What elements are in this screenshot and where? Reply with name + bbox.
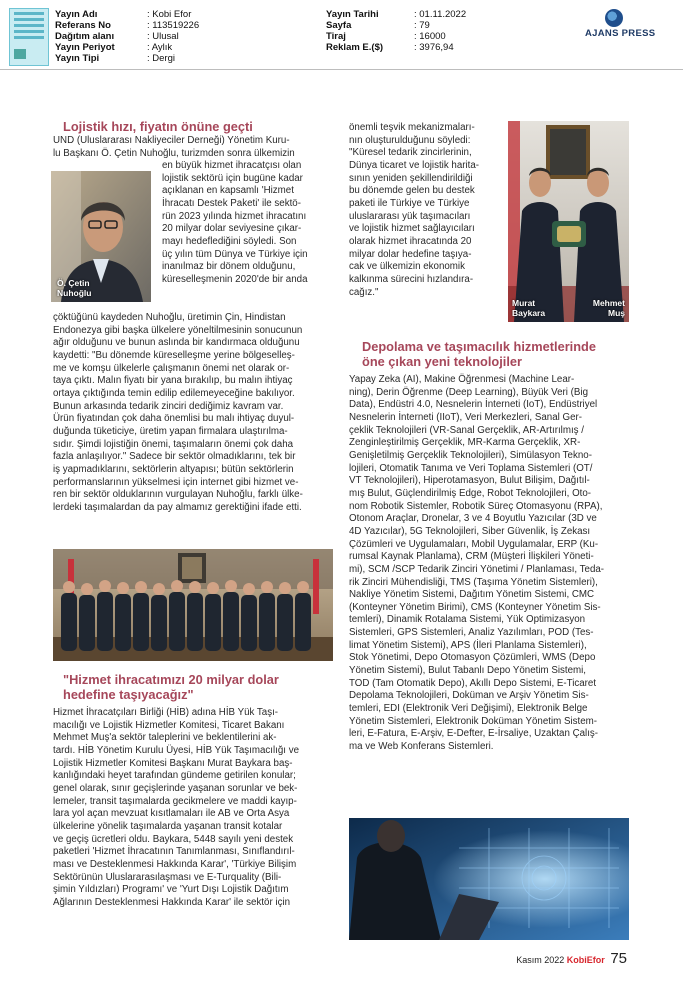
- text-line: leri, E-Fatura, E-Arşiv, E-Defter, E-İrsaliye, Uzaktan Çalış-: [349, 728, 599, 740]
- header-label: Tiraj: [326, 31, 346, 42]
- text-line: me ve komşu ülkelerle çalışmanın önemi net olarak or-: [53, 362, 290, 374]
- text-line: Genişletilmiş Gerçeklik Teknolojileri), Simülasyon Tekno-: [349, 449, 592, 461]
- caption-line: Mehmet: [592, 298, 625, 308]
- text-line: olarak hizmet ihracatında 20: [349, 235, 472, 247]
- text-line: Depolama Teknolojileri, Doküman ve Arşiv Yönetim Sis-: [349, 690, 589, 702]
- text-line: lerdeki taşımalardan da pay almamız gerektiğini ifade etti.: [53, 501, 302, 513]
- article1-body-wrap: [162, 160, 330, 287]
- caption-line: Ö. Çetin: [57, 278, 90, 288]
- header-value: : Ulusal: [147, 31, 179, 42]
- text-line: Dünya ticaret ve lojistik harita-: [349, 159, 480, 171]
- header-value: : 79: [414, 20, 430, 31]
- text-line: VT Teknolojileri), Hiperotamasyon, Bulut Bilişim, Dağıtıl-: [349, 475, 590, 487]
- text-line: Lojistik Hizmetler Komitesi Başkanı Murat Baykara baş-: [53, 757, 293, 769]
- text-line: mi), SCM /SCP Tedarik Zinciri Yönetimi / Planlaması, Teda-: [349, 563, 605, 575]
- text-line: paketi ile Türkiye ve Türkiye: [349, 197, 470, 209]
- text-line: milyar dolar hedefine taşıya-: [349, 248, 472, 260]
- text-line: 4D Yazıcılar), 5G Teknolojileri, Siber Güvenlik, İş Zekası: [349, 525, 591, 537]
- text-line: ortaya çıktığında temin edilip edilemeyeceğine bakılıyor.: [53, 387, 295, 399]
- article2-body: [53, 707, 330, 910]
- header-value: : 3976,94: [414, 42, 454, 53]
- text-line: rumsal Kaynak Planlama), CRM (Müşteri İlişkileri Yöneti-: [349, 551, 594, 563]
- text-line: UND (Uluslararası Nakliyeciler Derneği) Yönetim Kuru-: [53, 135, 290, 146]
- text-line: 20 milyar dolar seviyesine çıkar-: [162, 223, 302, 235]
- text-line: önemli teşvik mekanizmaları-: [349, 122, 475, 133]
- title-line: "Hizmet ihracatımızı 20 milyar dolar: [63, 672, 279, 687]
- text-line: Ürün fiyatından çok daha önemlisi bu malı ihtiyaç duyul-: [53, 413, 295, 425]
- text-line: Yapay Zeka (AI), Makine Öğrenmesi (Machine Lear-: [349, 374, 575, 385]
- text-line: bu dönemde gelen bu destek: [349, 185, 475, 197]
- text-line: Ağlarının Desteklenmesi Hakkında Karar' ile sektör için: [53, 896, 291, 908]
- text-line: cak ve ülkemizin ekonomik: [349, 261, 465, 273]
- header-left-block: [55, 8, 225, 73]
- article3-body: [349, 374, 629, 754]
- text-line: üç yılın tüm Dünya ve Türkiye için: [162, 248, 308, 260]
- article1-body-top: [53, 135, 330, 160]
- text-line: nom Robotik Sistemler, Robotik Süreç Otomasyonu (RPA),: [349, 500, 603, 512]
- text-line: duğunda tüketiciye, üretim yapan firmalara ulaştırılma-: [53, 425, 288, 437]
- technology-businessman-photo: [349, 818, 629, 940]
- title-line: hedefine taşıyacağız": [63, 686, 194, 702]
- header-label: Referans No: [55, 20, 111, 31]
- delegation-group-photo: [53, 549, 333, 661]
- text-line: sıdır. Şimdi lojistiğin önemi, taşımaların önemi çok daha: [53, 438, 294, 450]
- text-line: ning), Derin Öğrenme (Deep Learning), Büyük Veri (Big: [349, 386, 588, 398]
- text-line: kalkınma sürecini hızlandıra-: [349, 273, 474, 285]
- mus-caption: [593, 298, 625, 318]
- header-value: : 01.11.2022: [414, 9, 467, 20]
- text-line: Zenginleştirilmiş Gerçeklik, MR-Karma Gerçeklik, XR-: [349, 437, 581, 449]
- caption-line: Murat: [512, 298, 536, 308]
- text-line: ülkelerine yönelik taşımalarda yaşanan transit kotalar: [53, 820, 283, 832]
- nuhoglu-photo: [51, 171, 151, 302]
- text-line: Endonezya gibi başka ülkelere yöneltilmesinin sonucunun: [53, 324, 303, 336]
- text-line: şimin Yıldızları) Programı' ve 'Yurt Dışı Lojistik Dağıtım: [53, 884, 289, 896]
- nuhoglu-caption: [57, 278, 91, 298]
- text-line: limat Yönetim Sistemi), APS (İleri Planlama Sistemleri),: [349, 639, 587, 651]
- header-label: Yayın Tipi: [55, 53, 100, 64]
- text-line: lemeler, transit taşımalarda gecikmelere ve maddi kayıp-: [53, 795, 297, 807]
- text-line: Yönetim Sistemleri, Elektronik Doküman Yönetim Sistem-: [349, 715, 597, 727]
- title-line: Depolama ve taşımacılık hizmetlerinde: [362, 339, 596, 354]
- header-label: Sayfa: [326, 20, 352, 31]
- text-line: sının yeniden şekillendirildiği: [349, 172, 473, 184]
- ajans-press-logo-icon: [605, 9, 623, 27]
- text-line: taya çıktı. Malın fiyatı bir yana bırakılıp, bu malın ihtiyaç: [53, 375, 293, 387]
- page-number: 75: [610, 950, 627, 967]
- text-line: Data), Endüstri 4.0, Nesnelerin İnterneti (IoT), Endüstriyel: [349, 399, 598, 411]
- text-line: ren bir sektör olduklarının vurgulayan Nuhoğlu, farklı ülke-: [53, 489, 303, 501]
- text-line: ve lojistik hizmet sağlayıcıları: [349, 223, 475, 235]
- page-footer: [516, 950, 627, 967]
- text-line: lara yol açan mevzuat kısıtlamaları ile AB ve Orta Asya: [53, 808, 290, 820]
- text-line: çeklik Teknolojileri (VR-Sanal Gerçeklik, AR-Artırılmış /: [349, 424, 584, 436]
- text-line: mış Bulut, Güçlendirilmiş Edge, Robot Teknolojileri, Oto-: [349, 487, 592, 499]
- caption-line: Nuhoğlu: [57, 288, 92, 298]
- header-value: : 113519226: [147, 20, 200, 31]
- caption-line: Baykara: [512, 308, 546, 318]
- text-line: Yönetim Sistemi), Bulut Tabanlı Depo Yönetim Sistemi,: [349, 665, 586, 677]
- text-line: fazla anlaşılıyor." Sadece bir sektör olmadıklarını, tek bir: [53, 451, 296, 463]
- header-value: : Kobi Efor: [147, 9, 192, 20]
- text-line: lojistik sektörü için bugüne kadar: [162, 172, 303, 184]
- ajans-press-logo-text: AJANS PRESS: [585, 28, 656, 39]
- text-line: Sistemleri, GPS Sistemleri, Analiz Yazılımları, POD (Tes-: [349, 627, 594, 639]
- text-line: Nesnelerin İnterneti (IIoT), Veri Merkezleri, Sanal Ger-: [349, 411, 583, 423]
- text-line: lojileri, Otomatik Tanıma ve Veri Toplama Sistemleri (OT/: [349, 462, 593, 474]
- header-label: Yayın Periyot: [55, 42, 115, 53]
- text-line: açıklanan en kapsamlı 'Hizmet: [162, 185, 294, 197]
- header-right-block: [326, 8, 526, 63]
- text-line: Nakliye Yönetim Sistemi, Dağıtım Yönetim Sistemi, CMC: [349, 589, 595, 601]
- header-divider: [0, 69, 683, 70]
- text-line: Stok Yönetimi, Depo Otomasyon Çözümleri, WMS (Depo: [349, 652, 596, 664]
- text-line: çöktüğünü kaydeden Nuhoğlu, üretimin Çin, Hindistan: [53, 312, 286, 323]
- baykara-mus-photo: [508, 121, 629, 322]
- text-line: "Küresel tedarik zincirlerinin,: [349, 147, 472, 159]
- text-line: temleri, EDI (Elektronik Veri Değişimi), Elektronik Belge: [349, 703, 588, 715]
- text-line: mayı hedeflediğini söyledi. Son: [162, 235, 297, 247]
- title-line: öne çıkan yeni teknolojiler: [362, 353, 523, 369]
- header-label: Reklam E.($): [326, 42, 384, 53]
- footer-brand: KobiEfor: [566, 955, 605, 965]
- header-value: : Aylık: [147, 42, 173, 53]
- text-line: cağız.": [349, 286, 379, 298]
- text-line: kanlığındaki heyet tarafından gündeme getirilen konular;: [53, 770, 296, 782]
- text-line: ma ve Web Konferans Sistemleri.: [349, 741, 494, 753]
- text-line: rik Zinciri Mühendisliği, TMS (Taşıma Yönetim Sistemleri),: [349, 576, 598, 588]
- article2-continuation: [349, 122, 499, 299]
- text-line: küreselleşmenin 2020'de bir anda: [162, 273, 308, 285]
- header-label: Yayın Tarihi: [326, 9, 379, 20]
- caption-line: Muş: [608, 308, 625, 318]
- text-line: temleri), Dinamik Rotalama Sistemi, Yük Optimizasyon: [349, 614, 586, 626]
- text-line: İhracatı Destek Paketi' ile sektö-: [162, 197, 301, 209]
- article3-title: [362, 340, 596, 369]
- text-line: TOD (Tam Otomatik Depo), Akıllı Depo Sistemi, E-Ticaret: [349, 677, 597, 689]
- text-line: performanslarının yükselmesi için internet gibi hizmet ve-: [53, 476, 299, 488]
- text-line: Hizmet İhracatçıları Birliği (HİB) adına HİB Yük Taşı-: [53, 707, 279, 718]
- text-line: Çözümleri ve Uygulamaları, Mobil Uygulamalar, ERP (Ku-: [349, 538, 599, 550]
- text-line: macılığı ve Lojistik Hizmetler Komitesi, Ticaret Bakanı: [53, 719, 285, 731]
- text-line: nın oluşturulduğunu söyledi:: [349, 134, 471, 146]
- text-line: ve geçiş ücretleri oldu. Baykara, 5448 sayılı yeni destek: [53, 833, 294, 845]
- text-line: inanılmaz bir dönem olduğunu,: [162, 261, 296, 273]
- text-line: ağır olduğunu ve bunun aslında bir kandırmaca olduğunu: [53, 337, 300, 349]
- text-line: genel olarak, sınır geçişlerinde yaşanan sorunlar ve bek-: [53, 782, 298, 794]
- baykara-caption: [512, 298, 545, 318]
- footer-month: Kasım 2022: [516, 955, 565, 965]
- text-line: tardı. HİB Yönetim Kurulu Üyesi, HİB Yük Taşımacılığı ve: [53, 744, 300, 756]
- text-line: paketleri 'Hizmet İhracatının Tanımlanması, Sınıflandırıl-: [53, 846, 295, 858]
- publication-thumbnail: [9, 8, 49, 66]
- article2-title: [63, 673, 279, 702]
- article1-title: Lojistik hızı, fiyatın önüne geçti: [63, 119, 253, 134]
- header-label: Yayın Adı: [55, 9, 98, 20]
- article1-body-bottom: [53, 312, 330, 515]
- text-line: iş yapmadıklarını, sektörlerin altyapısı; bütün sektörlerin: [53, 463, 294, 475]
- text-line: uluslararası yük taşımacıları: [349, 210, 471, 222]
- header-value: : Dergi: [147, 53, 175, 64]
- text-line: Sektörünün Uluslararasılaşması ve E-Turquality (Bili-: [53, 871, 282, 883]
- text-line: en büyük hizmet ihracatçısı olan: [162, 160, 302, 171]
- text-line: rün 2023 yılında hizmet ihracatını: [162, 210, 307, 222]
- text-line: Otonom Araçlar, Dronelar, 3 ve 4 Boyutlu Yazıcılar (3D ve: [349, 513, 597, 525]
- header-value: : 16000: [414, 31, 446, 42]
- text-line: Mehmet Muş'a sektör taleplerini ve beklentilerini ak-: [53, 732, 277, 744]
- text-line: ması ve Desteklenmesi Hakkında Karar', 'Türkiye Bilişim: [53, 858, 297, 870]
- header-label: Dağıtım alanı: [55, 31, 115, 42]
- text-line: kaydetti: "Bu dönemde küreselleşme yerine bölgeselleş-: [53, 349, 295, 361]
- text-line: Bunun arkasında tedarik zinciri dediğimiz kavram var.: [53, 400, 284, 412]
- text-line: lu Başkanı Ö. Çetin Nuhoğlu, turizmden sonra ülkemizin: [53, 147, 295, 159]
- text-line: (Konteyner Yönetim Birimi), CMS (Konteyner Yönetim Sis-: [349, 601, 601, 613]
